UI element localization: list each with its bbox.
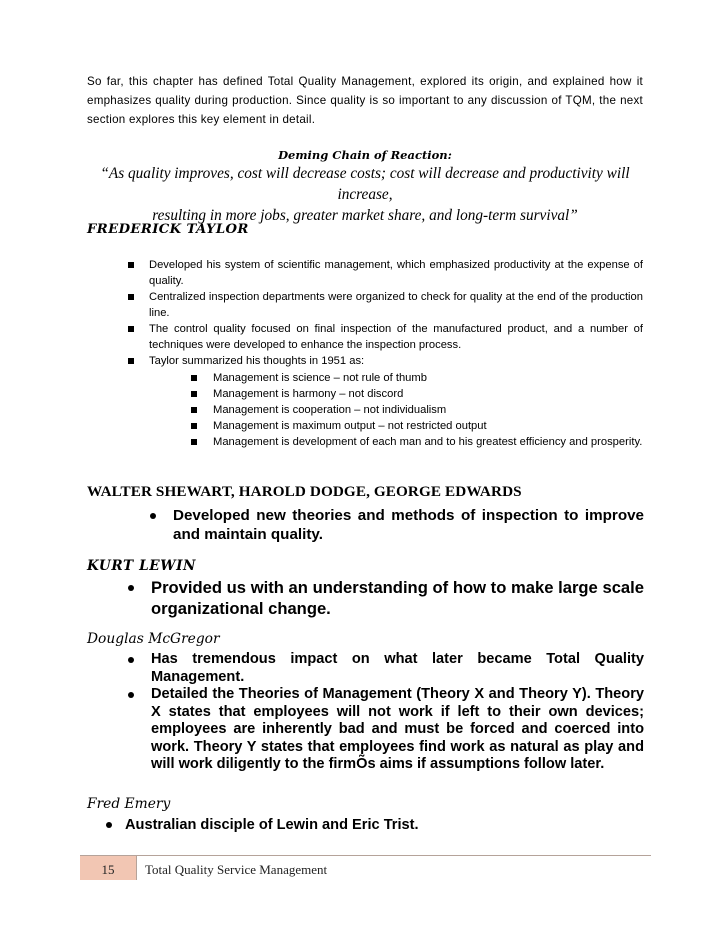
list-item: [128, 321, 643, 353]
list-item-text: Management is harmony – not discord: [213, 388, 404, 400]
sub-list-item: [191, 386, 643, 402]
section-heading-shewart: WALTER SHEWART, HAROLD DODGE, GEORGE EDWARDS: [87, 483, 522, 500]
shewart-list: [150, 506, 644, 544]
square-bullet-icon: [191, 439, 197, 445]
lewin-list: [128, 577, 644, 619]
square-bullet-icon: [191, 407, 197, 413]
footer-divider: [136, 856, 137, 880]
footer-rule: [80, 855, 651, 856]
list-item-text: Has tremendous impact on what later became Total Quality Management.: [151, 651, 644, 685]
list-item: [128, 686, 644, 774]
square-bullet-icon: [128, 326, 134, 332]
square-bullet-icon: [128, 294, 134, 300]
list-item: [106, 816, 646, 834]
taylor-sublist: [149, 370, 643, 450]
square-bullet-icon: [191, 391, 197, 397]
list-item-text: Taylor summarized his thoughts in 1951 as:: [149, 355, 365, 367]
list-item-text: Developed his system of scientific management, which emphasized productivity at the expense of quality.: [149, 259, 643, 287]
sub-list-item: [191, 402, 643, 418]
deming-quote-line: resulting in more jobs, greater market share, and long-term survival”: [152, 207, 578, 224]
round-bullet-icon: [150, 513, 156, 519]
deming-quote: [87, 163, 643, 226]
list-item: [128, 651, 644, 686]
deming-title: Deming Chain of Reaction:: [278, 148, 452, 162]
section-heading-emery: Fred Emery: [87, 796, 171, 812]
square-bullet-icon: [128, 358, 134, 364]
list-item: [128, 257, 643, 289]
section-heading-lewin: KURT LEWIN: [87, 558, 197, 574]
list-item-text: Developed new theories and methods of inspection to improve and maintain quality.: [173, 507, 644, 543]
list-item-text: Management is science – not rule of thumb: [213, 372, 427, 384]
list-item: [128, 353, 643, 450]
mcgregor-list: [128, 651, 644, 774]
list-item-text: Management is maximum output – not restricted output: [213, 420, 487, 432]
list-item: [150, 506, 644, 544]
list-item-text: Detailed the Theories of Management (Theory X and Theory Y). Theory X states that employees will not work if left to their own devices; employees are inherently bad and must be forced and coerced into work. Theory Y states that employees find work as natural as play and will work diligently to the firmÕs aims if assumptions follow later.: [151, 686, 644, 772]
list-item-text: Australian disciple of Lewin and Eric Trist.: [125, 817, 419, 833]
list-item-text: Management is development of each man and to his greatest efficiency and prosperity.: [213, 436, 643, 448]
sub-list-item: [191, 418, 643, 434]
sub-list-item: [191, 370, 643, 386]
list-item-text: The control quality focused on final inspection of the manufactured product, and a number of techniques were developed to enhance the inspection process.: [149, 323, 643, 351]
round-bullet-icon: [128, 692, 134, 698]
square-bullet-icon: [191, 375, 197, 381]
square-bullet-icon: [128, 262, 134, 268]
list-item-text: Provided us with an understanding of how to make large scale organizational change.: [151, 578, 644, 618]
round-bullet-icon: [106, 822, 112, 828]
section-heading-taylor: FREDERICK TAYLOR: [87, 222, 249, 237]
list-item-text: Centralized inspection departments were organized to check for quality at the end of the production line.: [149, 291, 643, 319]
list-item: [128, 289, 643, 321]
page-number: 15: [101, 862, 115, 877]
list-item: [128, 577, 644, 619]
round-bullet-icon: [128, 657, 134, 663]
deming-quote-line: “As quality improves, cost will decrease costs; cost will decrease and productivity will increase,: [100, 165, 630, 203]
round-bullet-icon: [128, 585, 134, 591]
footer-title: Total Quality Service Management: [145, 862, 328, 877]
section-heading-mcgregor: Douglas McGregor: [87, 631, 220, 647]
emery-list: [106, 816, 646, 834]
intro-paragraph: So far, this chapter has defined Total Quality Management, explored its origin, and explained how it emphasizes quality during production. Since quality is so important to any discussion of TQM, the next section explores this key element in detail.: [87, 75, 643, 126]
sub-list-item: [191, 434, 643, 450]
list-item-text: Management is cooperation – not individualism: [213, 404, 447, 416]
taylor-list: [128, 257, 643, 450]
square-bullet-icon: [191, 423, 197, 429]
